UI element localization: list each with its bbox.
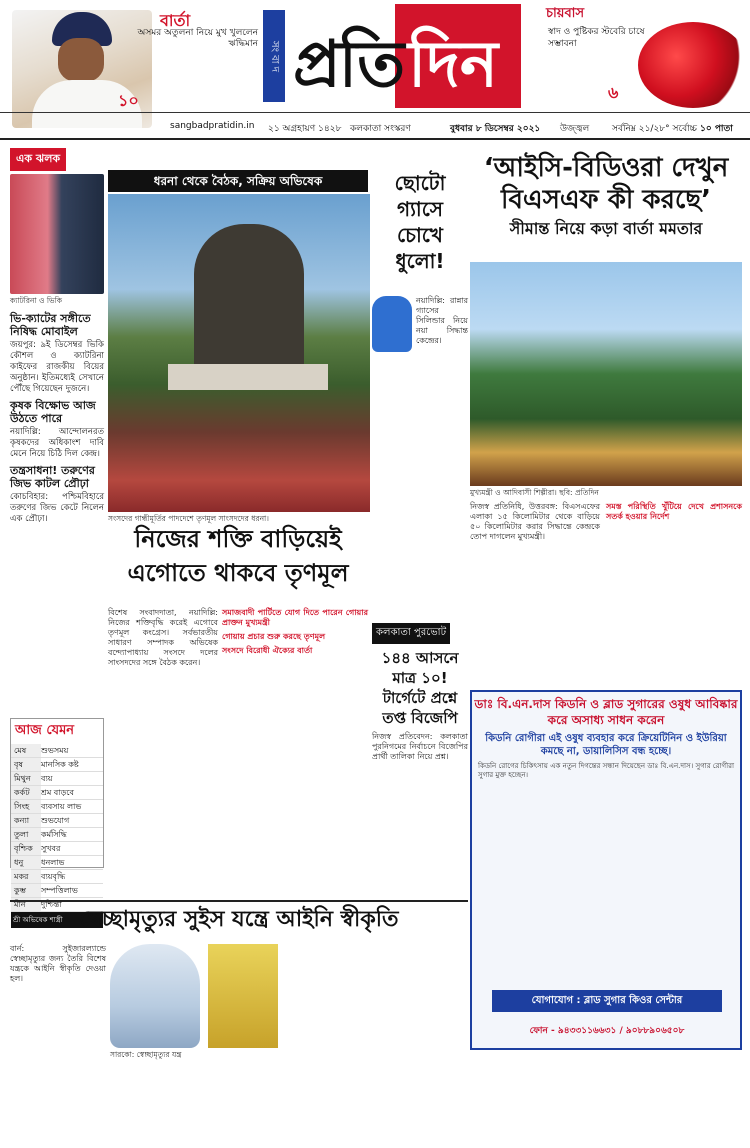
page-count: ১০ পাতা — [700, 124, 733, 134]
ad-text: স্বাদ ও পুষ্টিকর স্টবেরি চাষে সম্ভাবনা — [548, 27, 645, 49]
kolkata-label: কলকাতা পুরভোট — [372, 623, 450, 644]
pod-body: বার্ন: সুইজারল্যান্ডে স্বেচ্ছামৃত্যুর জন্য তৈরি বিশেষ যন্ত্রকে আইনি স্বীকৃতি দেওয়া হল। — [10, 944, 106, 983]
rashi-name: সিংহ — [11, 800, 41, 813]
brief-body-2: নয়াদিল্লি: আন্দোলনরত কৃষকদের অধিকাংশ দাবি মেনে নিয়ে চিঠি দিল কেন্দ্র। — [10, 427, 104, 459]
main-headline[interactable]: নিজের শক্তি বাড়িয়েই এগোতে থাকবে তৃণমূল — [127, 525, 349, 587]
mamata-subheadline: সীমান্ত নিয়ে কড়া বার্তা মমতার — [509, 219, 703, 238]
kolkata-headline[interactable]: ১৪৪ আসনে মাত্র ১০! টার্গেটে প্রশ্নে তপ্ত বিজেপি — [381, 649, 459, 727]
rashi-value: শ্রম বাড়বে — [41, 788, 74, 797]
rashi-name: কন্যা — [11, 814, 41, 827]
gas-body: নয়াদিল্লি: রান্নার গ্যাসের সিলিন্ডার নিয়ে নয়া সিদ্ধান্ত কেন্দ্রের। — [416, 296, 468, 345]
weekday-date: বুধবার ৮ ডিসেম্বর ২০২১ — [450, 124, 541, 134]
horoscope-list — [11, 744, 103, 912]
barta-label: বার্তা — [160, 11, 191, 30]
ad-body: কিডনি রোগের চিকিৎসায় এক নতুন দিগন্তের সন্ধান দিয়েছেন ডাঃ বি.এন.দাস। সুগার রোগীরা সুগার মুক্ত হচ্ছেন। — [478, 762, 734, 779]
rashi-value: কর্মসিদ্ধি — [41, 830, 67, 839]
logo-right-text: দিন — [408, 27, 499, 102]
gas-headline[interactable]: ছোটো গ্যাসে চোখে ধুলো! — [394, 171, 446, 273]
rashi-name: ধনু — [11, 856, 41, 869]
horoscope-box — [10, 718, 104, 924]
katrina-vicky-photo — [10, 174, 104, 294]
barta-subtitle: অসমর অতুলনা নিয়ে মুখ খুললেন ঋদ্ধিমান — [137, 28, 258, 49]
horoscope-title: আজ যেমন — [15, 723, 75, 738]
mamata-bullet: সমস্ত পরিস্থিতি খুঁটিয়ে দেখে প্রশাসনকে সতর্ক হওয়ার নির্দেশ — [606, 502, 742, 521]
brief-column — [10, 308, 104, 716]
couple-caption: ক্যাটরিনা ও ভিকি — [10, 296, 63, 305]
logo-left-text: প্রতি — [293, 27, 404, 102]
horoscope-row — [11, 800, 103, 814]
main-story-body: বিশেষ সংবাদদাতা, নয়াদিল্লি: নিজের শক্তিবৃদ্ধি করেই এগোবে তৃণমূল কংগ্রেস। সর্বভারতীয় সাধারণ সম্পাদক অভিষেক বন্দ্যোপাধ্যায় সংসদে দলের সাংসদদের সঙ্গে বৈঠক করেন। — [108, 608, 218, 667]
suicide-pod-headline[interactable]: স্বেচ্ছামৃত্যুর সুইস যন্ত্রে আইনি স্বীকৃতি — [10, 900, 468, 936]
pod-illustration — [208, 944, 278, 1048]
rashi-name: মেষ — [11, 744, 41, 757]
logo-strip: সং বা দ — [263, 10, 285, 102]
brief-heading-1: ভি-ক্যাটের সঙ্গীতে নিষিদ্ধ মোবাইল — [10, 312, 91, 338]
rashi-name: কুম্ভ — [11, 884, 41, 897]
pod-caption: সারকো: স্বেচ্ছামৃত্যুর যন্ত্র — [110, 1050, 182, 1059]
horoscope-row — [11, 870, 103, 884]
edition: কলকাতা সংস্করণ — [350, 124, 411, 134]
ad-contact: যোগাযোগ : ব্লাড সুগার কিওর সেন্টার — [492, 990, 722, 1012]
weather: উজ্জ্বল — [560, 124, 590, 134]
rashi-value: ব্যয়বৃদ্ধি — [41, 872, 66, 881]
sarco-pod-photo — [110, 944, 200, 1048]
horoscope-author: শ্রী অভিষেক শাস্ত্রী — [11, 912, 103, 928]
horoscope-row — [11, 856, 103, 870]
rashi-value: দুশ্চিন্তা — [41, 900, 62, 909]
rashi-value: মানসিক কষ্ট — [41, 760, 79, 769]
horoscope-row — [11, 758, 103, 772]
strawberry-ad[interactable] — [546, 4, 750, 112]
horoscope-row — [11, 884, 103, 898]
bullet-1: সমাজবাদী পার্টিতে যোগ দিতে পারেন গোয়ার প্রাক্তন মুখ্যমন্ত্রী — [222, 608, 368, 627]
section-ek-jhalak: এক ঝলক — [10, 148, 66, 171]
rashi-value: ব্যবসায় লাভ — [41, 802, 82, 811]
rashi-value: সুখবর — [41, 844, 61, 853]
bullet-3: সংসদে বিরোধী ঐক্যের বার্তা — [222, 646, 313, 655]
horoscope-row — [11, 814, 103, 828]
rashi-name: তুলা — [11, 828, 41, 841]
ad-phone[interactable]: ফোন - ৯৪৩৩১১৬৬৩১ / ৯০৮৮৯০৬৫০৮ — [529, 1026, 685, 1036]
gandhi-photo-caption: সংসদের গান্ধীমূর্তির পাদদেশে তৃণমূল সাংসদদের ধরনা। — [108, 514, 269, 523]
temperature: সর্বনিম্ন ২১/২৮° সর্বোচ্চ — [612, 124, 697, 134]
brief-heading-3: তন্ত্রসাধনা! তরুণের জিভ কাটল প্রৌঢ়া — [10, 464, 95, 490]
brief-body-1: জয়পুর: ৯ই ডিসেম্বর ভিকি কৌশল ও ক্যাটরিনা কাইফের রাজকীয় বিয়ের অনুষ্ঠান। ইতিমধ্যেই সেখানে পৌঁছে গিয়েছেন দুজনে। — [10, 340, 104, 394]
rashi-value: সম্পত্তিলাভ — [41, 886, 78, 895]
mamata-photo-caption: মুখ্যমন্ত্রী ও আদিবাসী শিল্পীরা। ছবি: প্রতিদিন — [470, 488, 599, 497]
kidney-ad[interactable] — [470, 690, 742, 1050]
horoscope-row — [11, 786, 103, 800]
gas-cylinder-icon — [372, 296, 412, 352]
horoscope-row — [11, 828, 103, 842]
brief-body-3: কোচবিহার: পশ্চিমবিহারে তরুণের জিভ কেটে নিলেন এক প্রৌঢ়া। — [10, 492, 104, 524]
ad-page-number: ৬ — [608, 83, 619, 102]
rashi-name: মকর — [11, 870, 41, 883]
mamata-story-header — [470, 152, 742, 256]
bengali-date: ২১ অগ্রহায়ণ ১৪২৮ — [268, 124, 342, 134]
kolkata-body: নিজস্ব প্রতিবেদন: কলকাতা পুরনিগমের নির্বাচনে বিজেপির প্রার্থী তালিকা নিয়ে প্রশ্ন। — [372, 732, 468, 761]
mamata-headline[interactable]: ‘আইসি-বিডিওরা দেখুন বিএসএফ কী করছে’ — [483, 153, 729, 215]
mamata-dance-photo — [470, 262, 742, 486]
main-bullets — [222, 608, 368, 808]
kolkata-election-box — [372, 620, 468, 800]
left-page-number: ১০ — [118, 91, 139, 110]
website[interactable]: sangbadpratidin.in — [170, 121, 255, 131]
rashi-name: মিথুন — [11, 772, 41, 785]
rashi-name: বৃষ — [11, 758, 41, 771]
strawberry-image — [638, 22, 748, 108]
ad-headline: ডাঃ বি.এন.দাস কিডনি ও ব্লাড সুগারের ওষুধ আবিষ্কার করে অসাধ্য সাধন করেন — [474, 697, 738, 727]
bullet-2: গোয়ায় প্রচার শুরু করছে তৃণমূল — [222, 632, 326, 641]
rashi-name: মীন — [11, 898, 41, 911]
rashi-name: কর্কট — [11, 786, 41, 799]
ad-brand: চায়বাস — [546, 6, 585, 21]
photo-header: ধরনা থেকে বৈঠক, সক্রিয় অভিষেক — [108, 170, 368, 192]
pratidin-logo — [263, 4, 521, 108]
rashi-value: শুভসময় — [41, 746, 69, 755]
ad-subheadline: কিডনি রোগীরা এই ওষুধ ব্যবহার করে ক্রিয়েটিনিন ও ইউরিয়া কমছে না, ডায়ালিসিস বন্ধ হচ্ছে। — [485, 733, 727, 757]
brief-heading-2: কৃষক বিক্ষোভ আজ উঠতে পারে — [10, 399, 96, 425]
horoscope-row — [11, 842, 103, 856]
horoscope-row — [11, 744, 103, 758]
rashi-name: বৃশ্চিক — [11, 842, 41, 855]
dateline — [0, 112, 750, 138]
mamata-body: নিজস্ব প্রতিনিধি, উত্তরবঙ্গ: বিএসএফের এলাকা ১৫ কিলোমিটার থেকে বাড়িয়ে ৫০ কিলোমিটার করার সিদ্ধান্তে কেন্দ্রকে তোপ দাগলেন মুখ্যমন্ত্রী। — [470, 502, 600, 541]
gandhi-statue-photo — [108, 194, 370, 512]
rashi-value: ব্যয় — [41, 774, 53, 783]
horoscope-row — [11, 772, 103, 786]
rashi-value: ধনলাভ — [41, 858, 65, 867]
rashi-value: শুভযোগ — [41, 816, 70, 825]
